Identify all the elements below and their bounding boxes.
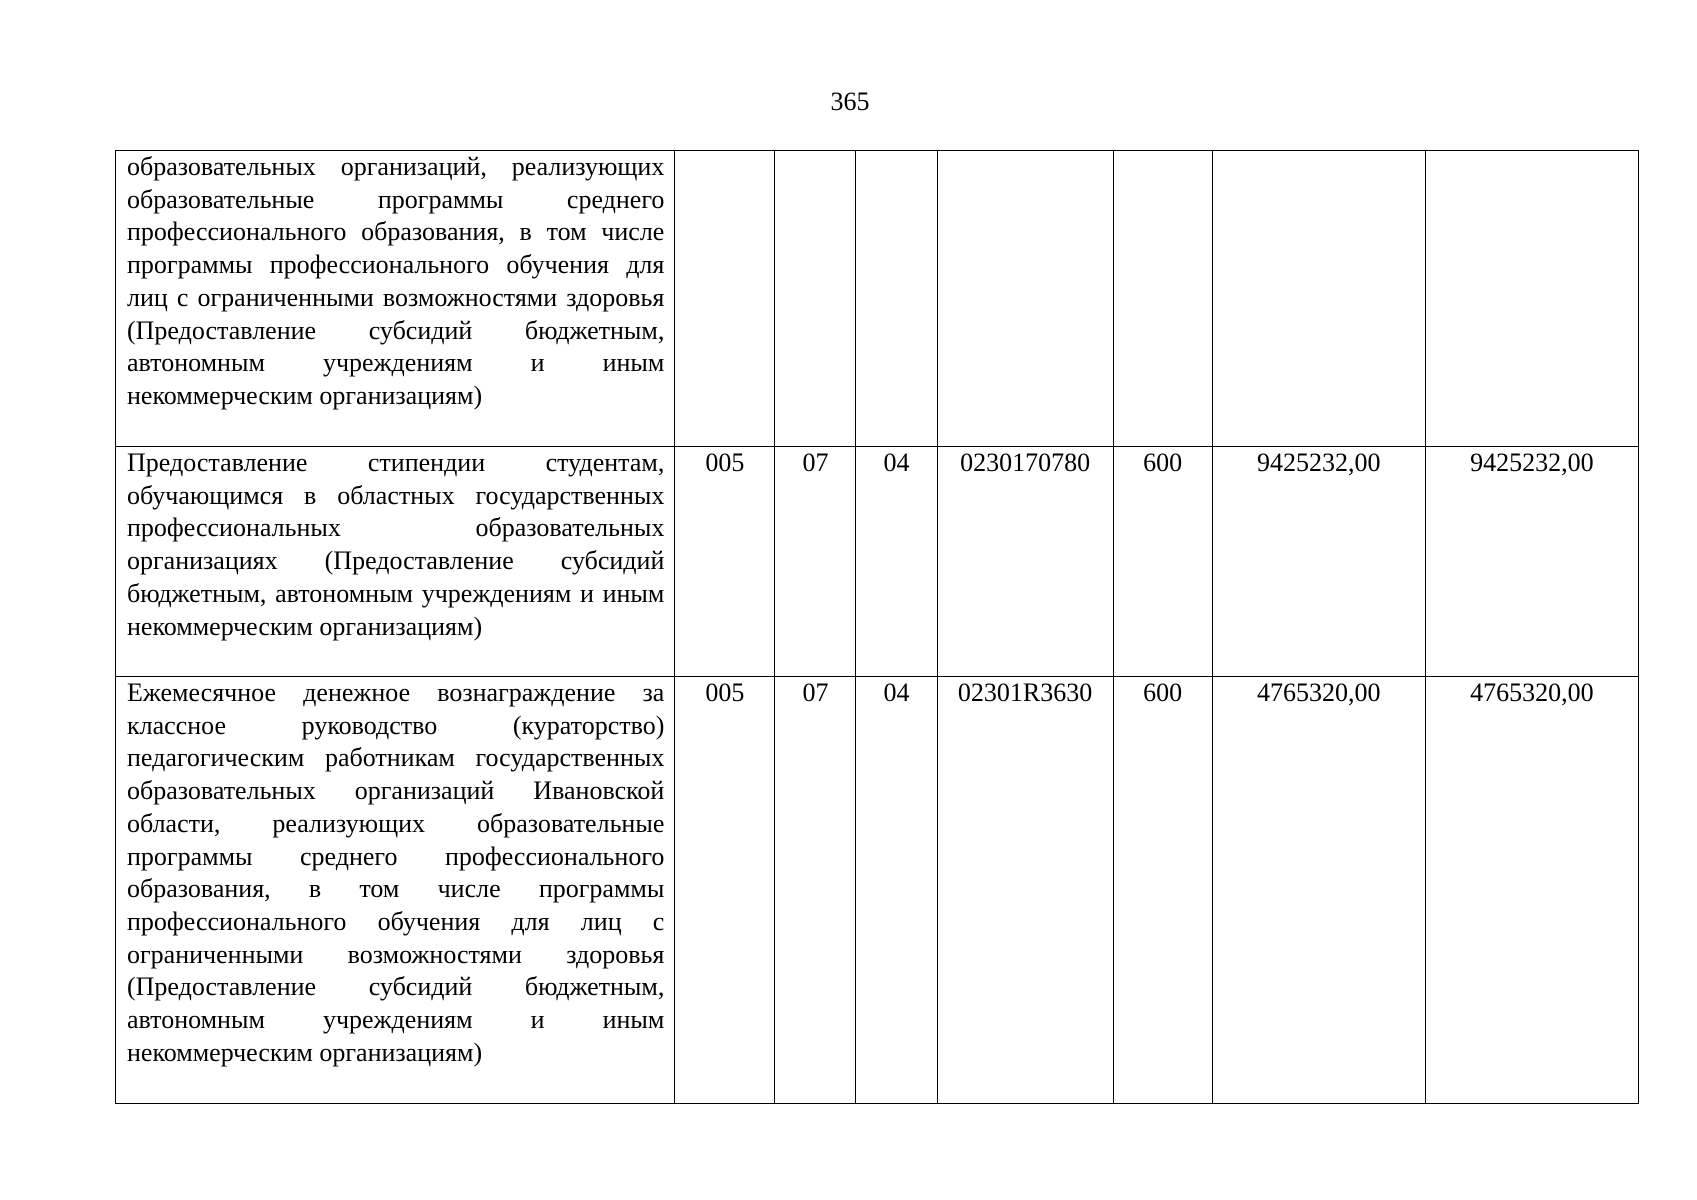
table-row: [116, 151, 1639, 447]
amount-year-2: 4765320,00: [1425, 677, 1638, 1104]
amount-year-1: 9425232,00: [1212, 447, 1425, 677]
amount-year-2: 9425232,00: [1425, 447, 1638, 677]
section-code: [775, 151, 856, 447]
ministry-code: [675, 151, 775, 447]
row-description: Предоставление стипендии студентам, обучающимся в областных государственных профессиональных образовательных организациях (Предоставление субсидий бюджетным, автономным учреждениям и иным некоммерческим организациям): [116, 447, 675, 677]
budget-table: [115, 150, 1639, 1104]
ministry-code: 005: [675, 677, 775, 1104]
row-description: образовательных организаций, реализующих образовательные программы среднего профессионального образования, в том числе программы профессионального обучения для лиц с ограниченными возможностями здоровья (Предоставление субсидий бюджетным, автономным учреждениям и иным некоммерческим организациям): [116, 151, 675, 447]
section-code: 07: [775, 447, 856, 677]
amount-year-1: [1212, 151, 1425, 447]
target-article-code: 02301R3630: [937, 677, 1113, 1104]
subsection-code: 04: [856, 447, 937, 677]
subsection-code: 04: [856, 677, 937, 1104]
expense-type-code: 600: [1113, 677, 1212, 1104]
target-article-code: [937, 151, 1113, 447]
amount-year-2: [1425, 151, 1638, 447]
row-description: Ежемесячное денежное вознаграждение за классное руководство (кураторство) педагогическим работникам государственных образовательных организаций Ивановской области, реализующих образовательные программы среднего профессионального образования, в том числе программы профессионального обучения для лиц с ограниченными возможностями здоровья (Предоставление субсидий бюджетным, автономным учреждениям и иным некоммерческим организациям): [116, 677, 675, 1104]
expense-type-code: [1113, 151, 1212, 447]
page-number: 365: [830, 87, 870, 116]
amount-year-1: 4765320,00: [1212, 677, 1425, 1104]
ministry-code: 005: [675, 447, 775, 677]
table-row: [116, 447, 1639, 677]
table-row: [116, 677, 1639, 1104]
expense-type-code: 600: [1113, 447, 1212, 677]
subsection-code: [856, 151, 937, 447]
target-article-code: 0230170780: [937, 447, 1113, 677]
section-code: 07: [775, 677, 856, 1104]
